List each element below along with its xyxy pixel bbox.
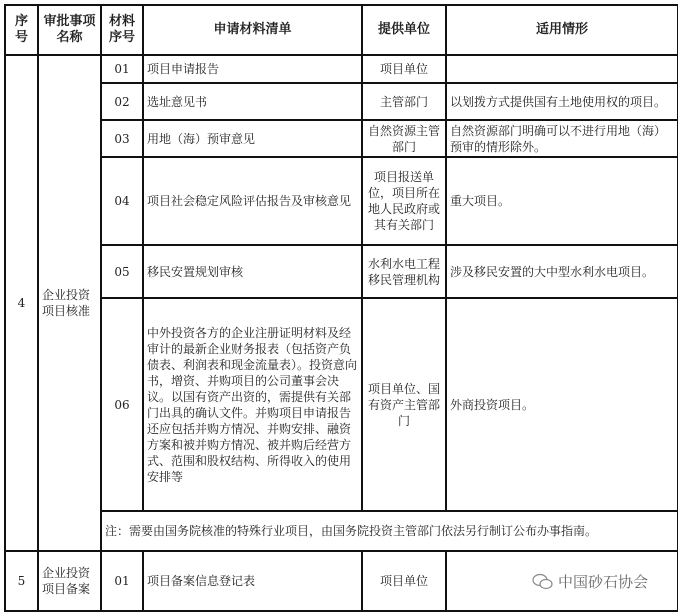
provider: 水利水电工程移民管理机构: [362, 245, 446, 298]
note-row: [5, 511, 678, 551]
condition: 重大项目。: [446, 157, 678, 245]
header-material-list: 申请材料清单: [143, 5, 362, 55]
material-code: 03: [101, 120, 143, 157]
condition: [446, 55, 678, 83]
group-no: 5: [5, 551, 38, 611]
table-row: [5, 245, 678, 298]
condition: 涉及移民安置的大中型水利水电项目。: [446, 245, 678, 298]
table-row: [5, 298, 678, 511]
table-row: [5, 120, 678, 157]
provider: 主管部门: [362, 83, 446, 120]
header-item-name: 审批事项名称: [38, 5, 101, 55]
header-provider: 提供单位: [362, 5, 446, 55]
provider: 自然资源主管部门: [362, 120, 446, 157]
note: 注：需要由国务院核准的特殊行业项目，由国务院投资主管部门依法另行制订公布办事指南。: [101, 511, 678, 551]
provider: 项目单位: [362, 55, 446, 83]
wechat-icon: [532, 573, 554, 591]
watermark-text: 中国砂石协会: [557, 573, 648, 591]
header-condition: 适用情形: [446, 5, 678, 55]
group-name: 企业投资项目核准: [38, 55, 101, 551]
provider: 项目报送单位，项目所在地人民政府或其有关部门: [362, 157, 446, 245]
material-code: 01: [101, 551, 143, 611]
material-code: 05: [101, 245, 143, 298]
condition: 以划拨方式提供国有土地使用权的项目。: [446, 83, 678, 120]
group-no: 4: [5, 55, 38, 551]
material-name: 用地（海）预审意见: [143, 120, 362, 157]
material-name: 项目社会稳定风险评估报告及审核意见: [143, 157, 362, 245]
material-name: 中外投资各方的企业注册证明材料及经审计的最新企业财务报表（包括资产负债表、利润表和现金流量表）。投资意向书，增资、并购项目的公司董事会决议。以国有资产出资的，需提供有关部门出具的确认文件。并购项目申请报告还应包括并购方情况、并购安排、融资方案和被并购方情况、被并购后经营方式、范围和股权结构、所得收入的使用安排等: [143, 298, 362, 511]
material-name: 选址意见书: [143, 83, 362, 120]
material-name: 项目备案信息登记表: [143, 551, 362, 611]
condition: 外商投资项目。: [446, 298, 678, 511]
material-code: 02: [101, 83, 143, 120]
material-code: 06: [101, 298, 143, 511]
header-no: 序号: [5, 5, 38, 55]
table-row: [5, 157, 678, 245]
material-name: 项目申请报告: [143, 55, 362, 83]
group-name: 企业投资项目备案: [38, 551, 101, 611]
material-code: 01: [101, 55, 143, 83]
table-row: [5, 83, 678, 120]
header-row: [5, 5, 678, 55]
material-name: 移民安置规划审核: [143, 245, 362, 298]
material-code: 04: [101, 157, 143, 245]
header-material-no: 材料序号: [101, 5, 143, 55]
provider: 项目单位、国有资产主管部门: [362, 298, 446, 511]
watermark: [532, 571, 648, 592]
provider: 项目单位: [362, 551, 446, 611]
materials-table: [4, 4, 678, 612]
table-row: [5, 55, 678, 83]
condition: 自然资源部门明确可以不进行用地（海）预审的情形除外。: [446, 120, 678, 157]
